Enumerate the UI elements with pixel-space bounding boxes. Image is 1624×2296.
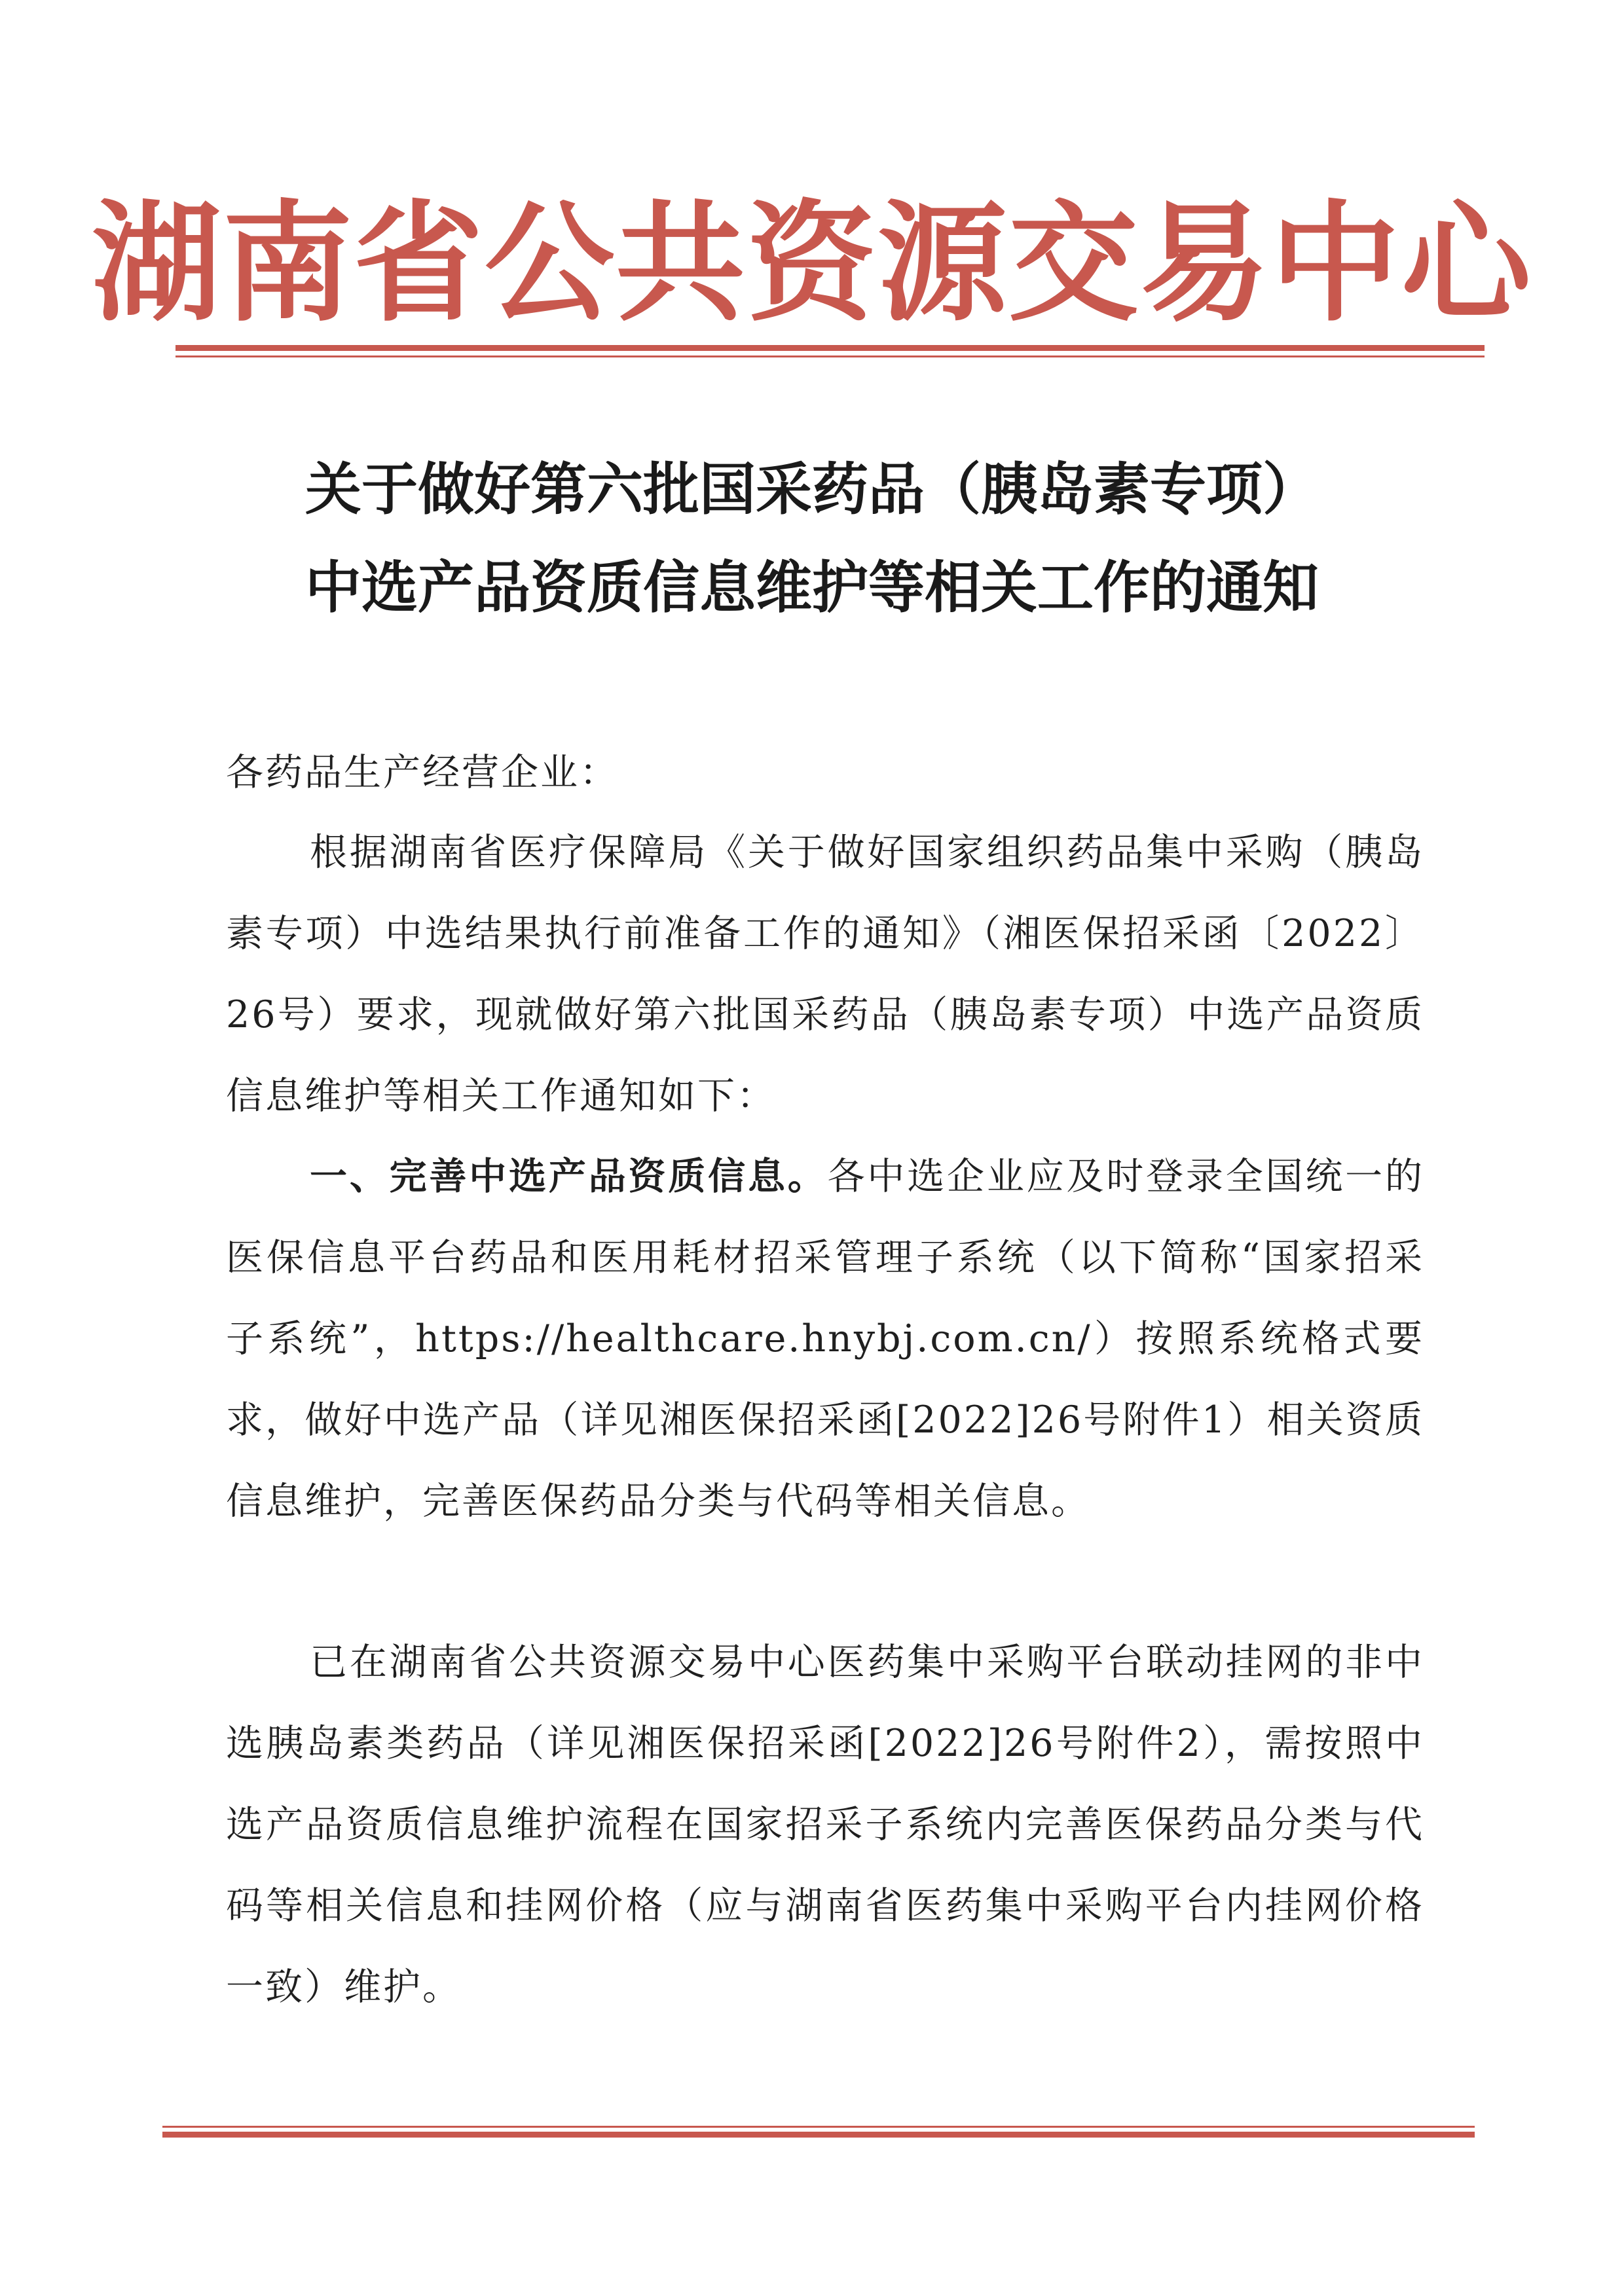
document-title-line-1: 关于做好第六批国采药品（胰岛素专项） <box>305 456 1319 522</box>
paragraph-2 <box>226 1136 1424 1542</box>
footer-rule-thick <box>162 2132 1475 2138</box>
letterhead-org-name: 湖南省公共资源交易中心 <box>92 187 1532 339</box>
letterhead-rule-thick <box>175 345 1485 351</box>
document-title-line-2: 中选产品资质信息维护等相关工作的通知 <box>305 555 1319 621</box>
paragraph-3: 已在湖南省公共资源交易中心医药集中采购平台联动挂网的非中选胰岛素类药品（详见湘医保招采函[2022]26号附件2），需按照中选产品资质信息维护流程在国家招采子系统内完善医保药品分类与代码等相关信息和挂网价格（应与湖南省医药集中采购平台内挂网价格一致）维护。 <box>226 1641 1424 2009</box>
paragraph-1: 根据湖南省医疗保障局《关于做好国家组织药品集中采购（胰岛素专项）中选结果执行前准备工作的通知》（湘医保招采函〔2022〕26号）要求，现就做好第六批国采药品（胰岛素专项）中选产品资质信息维护等相关工作通知如下： <box>226 831 1424 1118</box>
letterhead-rule-thin <box>175 355 1485 357</box>
footer-rule-thin <box>162 2126 1475 2128</box>
paragraph-2-body: 各中选企业应及时登录全国统一的医保信息平台药品和医用耗材招采管理子系统（以下简称“国家招采子系统”，https://healthcare.hnybj.com.cn/）按照系统格式要求，做好中选产品（详见湘医保招采函[2022]26号附件1）相关资质信息维护，完善医保药品分类与代码等相关信息。 <box>226 1155 1425 1523</box>
section-heading-1: 一、完善中选产品资质信息。 <box>310 1154 828 1198</box>
salutation: 各药品生产经营企业： <box>226 751 619 794</box>
